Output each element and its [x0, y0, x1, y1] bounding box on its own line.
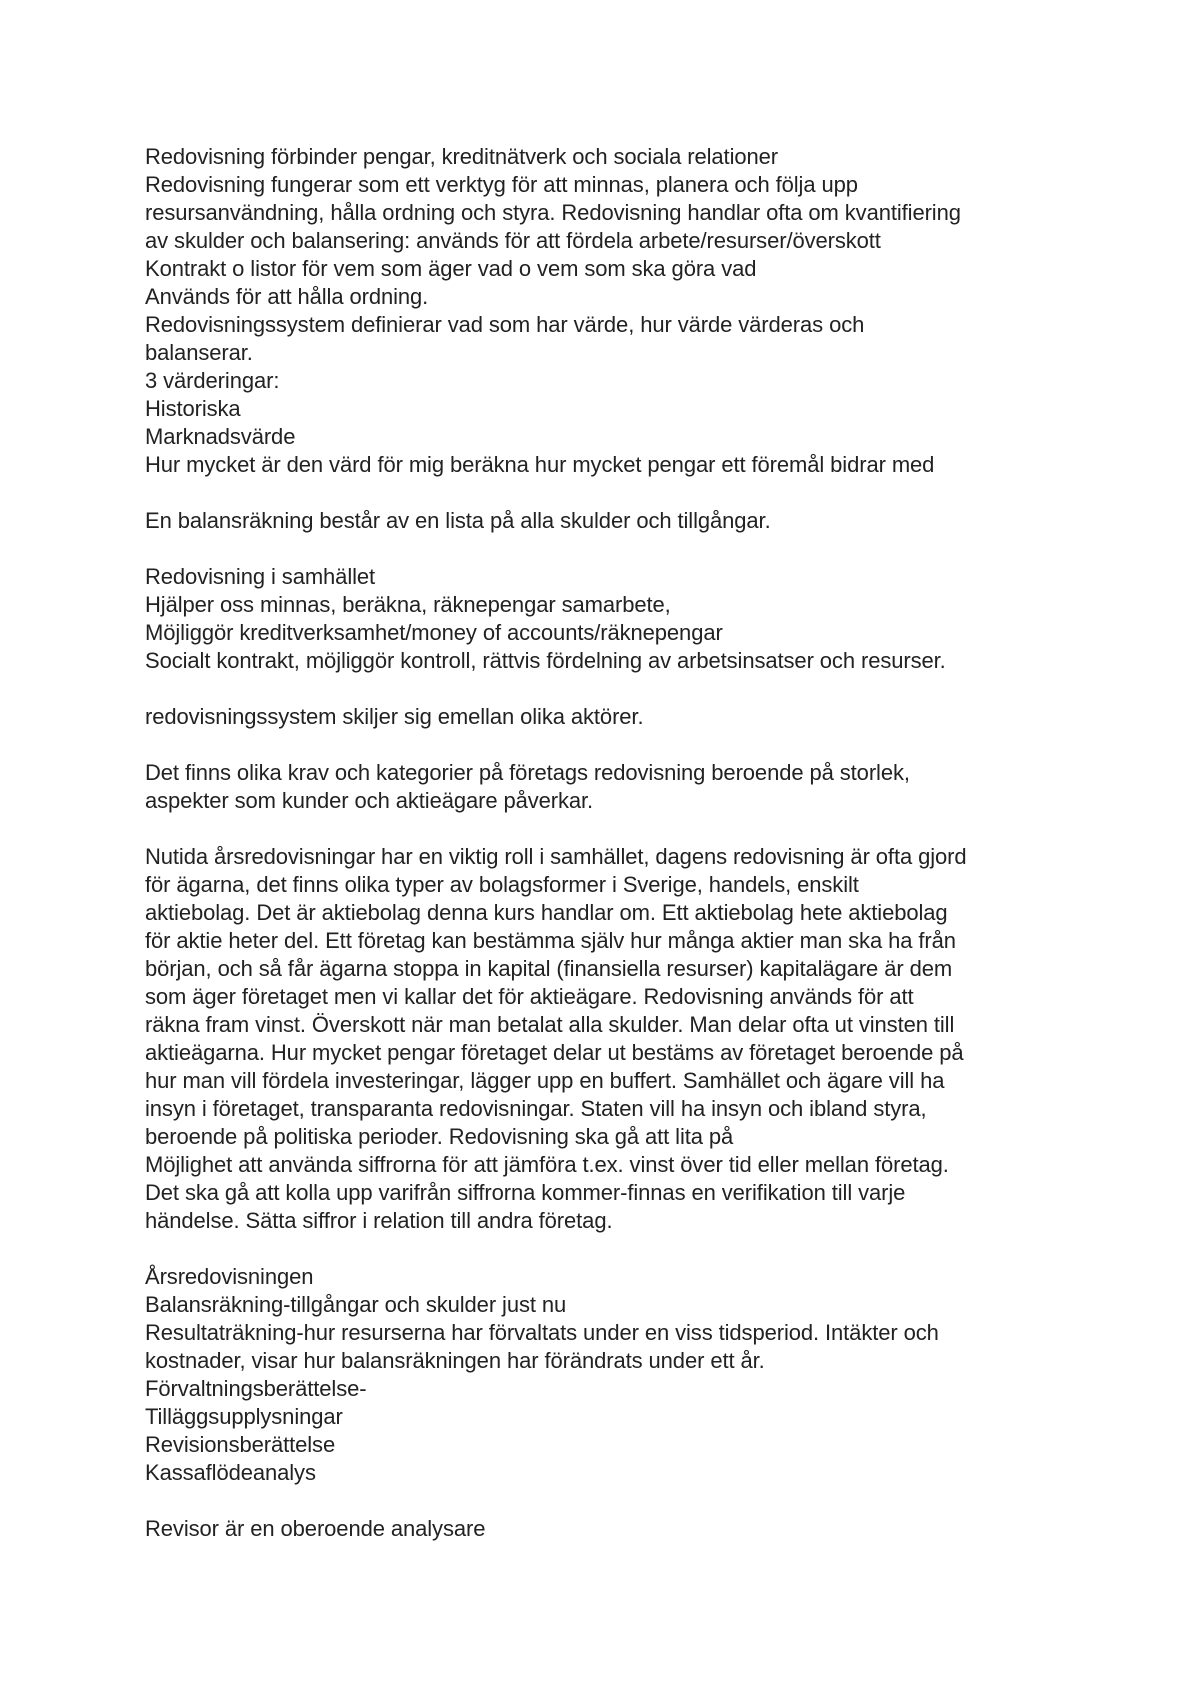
- text-line: aspekter som kunder och aktieägare påverkar.: [145, 788, 594, 813]
- text-line: för aktie heter del. Ett företag kan bestämma själv hur många aktier man ska ha från: [145, 928, 956, 953]
- blank-line: [145, 815, 1105, 843]
- text-line: räkna fram vinst. Överskott när man betalat alla skulder. Man delar ofta ut vinsten till: [145, 1012, 955, 1037]
- text-line: Kassaflödeanalys: [145, 1460, 316, 1485]
- text-line: Förvaltningsberättelse-: [145, 1376, 367, 1401]
- document-page: [145, 143, 1105, 1543]
- text-line: för ägarna, det finns olika typer av bolagsformer i Sverige, handels, enskilt: [145, 872, 859, 897]
- text-line: resursanvändning, hålla ordning och styra. Redovisning handlar ofta om kvantifiering: [145, 200, 961, 225]
- text-line: beroende på politiska perioder. Redovisning ska gå att lita på: [145, 1124, 734, 1149]
- text-line: Årsredovisningen: [145, 1264, 314, 1289]
- text-line: Hur mycket är den värd för mig beräkna hur mycket pengar ett föremål bidrar med: [145, 452, 935, 477]
- text-line: början, och så får ägarna stoppa in kapital (finansiella resurser) kapitalägare är dem: [145, 956, 953, 981]
- text-line: Redovisning i samhället: [145, 564, 376, 589]
- text-line: Revisionsberättelse: [145, 1432, 336, 1457]
- text-line: Tilläggsupplysningar: [145, 1404, 343, 1429]
- text-line: Möjlighet att använda siffrorna för att jämföra t.ex. vinst över tid eller mellan företag.: [145, 1152, 949, 1177]
- text-line: insyn i företaget, transparanta redovisningar. Staten vill ha insyn och ibland styra,: [145, 1096, 927, 1121]
- text-line: Redovisning förbinder pengar, kreditnätverk och sociala relationer: [145, 144, 778, 169]
- text-line: Det ska gå att kolla upp varifrån siffrorna kommer-finnas en verifikation till varje: [145, 1180, 906, 1205]
- text-line: Socialt kontrakt, möjliggör kontroll, rättvis fördelning av arbetsinsatser och resurser.: [145, 648, 946, 673]
- text-line: som äger företaget men vi kallar det för aktieägare. Redovisning används för att: [145, 984, 914, 1009]
- text-line: av skulder och balansering: används för att fördela arbete/resurser/överskott: [145, 228, 881, 253]
- text-line: hur man vill fördela investeringar, lägger upp en buffert. Samhället och ägare vill ha: [145, 1068, 945, 1093]
- text-line: kostnader, visar hur balansräkningen har förändrats under ett år.: [145, 1348, 765, 1373]
- text-line: Nutida årsredovisningar har en viktig roll i samhället, dagens redovisning är ofta gjord: [145, 844, 967, 869]
- text-line: Används för att hålla ordning.: [145, 284, 429, 309]
- text-line: redovisningssystem skiljer sig emellan olika aktörer.: [145, 704, 644, 729]
- text-line: Redovisning fungerar som ett verktyg för att minnas, planera och följa upp: [145, 172, 858, 197]
- text-line: händelse. Sätta siffror i relation till andra företag.: [145, 1208, 613, 1233]
- text-line: Det finns olika krav och kategorier på företags redovisning beroende på storlek,: [145, 760, 910, 785]
- text-line: Redovisningssystem definierar vad som har värde, hur värde värderas och: [145, 312, 865, 337]
- text-line: Balansräkning-tillgångar och skulder just nu: [145, 1292, 567, 1317]
- blank-line: [145, 479, 1105, 507]
- blank-line: [145, 731, 1105, 759]
- text-line: Marknadsvärde: [145, 424, 296, 449]
- text-line: Revisor är en oberoende analysare: [145, 1516, 486, 1541]
- blank-line: [145, 535, 1105, 563]
- blank-line: [145, 1487, 1105, 1515]
- text-line: balanserar.: [145, 340, 253, 365]
- text-line: Historiska: [145, 396, 241, 421]
- blank-line: [145, 675, 1105, 703]
- text-line: En balansräkning består av en lista på alla skulder och tillgångar.: [145, 508, 771, 533]
- text-line: aktiebolag. Det är aktiebolag denna kurs handlar om. Ett aktiebolag hete aktiebolag: [145, 900, 948, 925]
- text-line: aktieägarna. Hur mycket pengar företaget delar ut bestäms av företaget beroende på: [145, 1040, 964, 1065]
- text-line: 3 värderingar:: [145, 368, 280, 393]
- text-line: Resultaträkning-hur resurserna har förvaltats under en viss tidsperiod. Intäkter och: [145, 1320, 939, 1345]
- text-line: Hjälper oss minnas, beräkna, räknepengar samarbete,: [145, 592, 671, 617]
- text-line: Kontrakt o listor för vem som äger vad o vem som ska göra vad: [145, 256, 757, 281]
- text-line: Möjliggör kreditverksamhet/money of accounts/räknepengar: [145, 620, 723, 645]
- blank-line: [145, 1235, 1105, 1263]
